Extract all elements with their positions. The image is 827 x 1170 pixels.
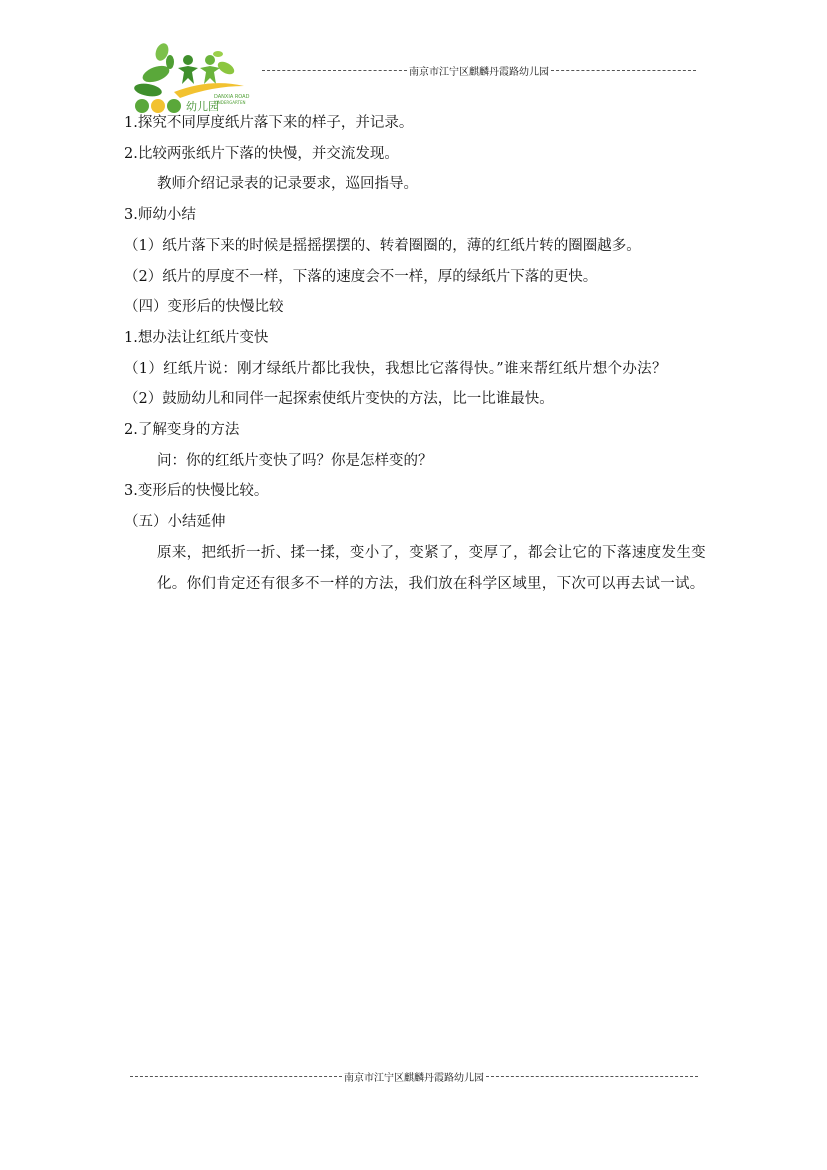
- paragraph: 3.变形后的快慢比较。: [124, 483, 269, 500]
- footer-dash-left: [130, 1076, 342, 1077]
- paragraph: 2.了解变身的方法: [124, 422, 240, 439]
- paragraph: （1）纸片落下来的时候是摇摇摆摆的、转着圈圈的，薄的红纸片转的圈圈越多。: [124, 237, 641, 254]
- paragraph: （1）红纸片说：刚才绿纸片都比我快，我想比它落得快。”谁来帮红纸片想个办法？: [124, 360, 667, 377]
- paragraph: 1.想办法让红纸片变快: [124, 329, 269, 346]
- page-footer: [130, 1068, 698, 1084]
- svg-text:幼儿园: 幼儿园: [186, 100, 219, 113]
- paragraph: 2.比较两张纸片下落的快慢，并交流发现。: [124, 145, 399, 162]
- paragraph: 1.探究不同厚度纸片落下来的样子，并记录。: [124, 115, 414, 131]
- page-header: [262, 62, 696, 78]
- header-dash-left: [262, 70, 407, 71]
- paragraph: 原来，把纸折一折、揉一揉，变小了，变紧了，变厚了，都会让它的下落速度发生变化。你们肯定还有很多不一样的方法，我们放在科学区域里，下次可以再去试一试。: [157, 544, 706, 592]
- paragraph: （四）变形后的快慢比较: [124, 299, 284, 316]
- paragraph: （2）鼓励幼儿和同伴一起探索使纸片变快的方法，比一比谁最快。: [124, 391, 554, 408]
- kindergarten-logo: [130, 40, 250, 118]
- paragraph: （五）小结延伸: [124, 514, 226, 531]
- paragraph: 教师介绍记录表的记录要求，巡回指导。: [157, 176, 418, 193]
- svg-text:DANXIA ROAD: DANXIA ROAD: [214, 94, 250, 100]
- svg-text:KINDERGARTEN: KINDERGARTEN: [214, 100, 246, 105]
- header-school-name: 南京市江宁区麒麟丹霞路幼儿园: [409, 66, 549, 78]
- paragraph: 3.师幼小结: [124, 207, 196, 224]
- document-body: [124, 108, 706, 599]
- paragraph: （2）纸片的厚度不一样，下落的速度会不一样，厚的绿纸片下落的更快。: [124, 268, 598, 285]
- paragraph: 问：你的红纸片变快了吗？你是怎样变的？: [157, 452, 433, 469]
- header-dash-right: [551, 70, 696, 71]
- footer-dash-right: [486, 1076, 698, 1077]
- footer-school-name: 南京市江宁区麒麟丹霞路幼儿园: [344, 1072, 484, 1084]
